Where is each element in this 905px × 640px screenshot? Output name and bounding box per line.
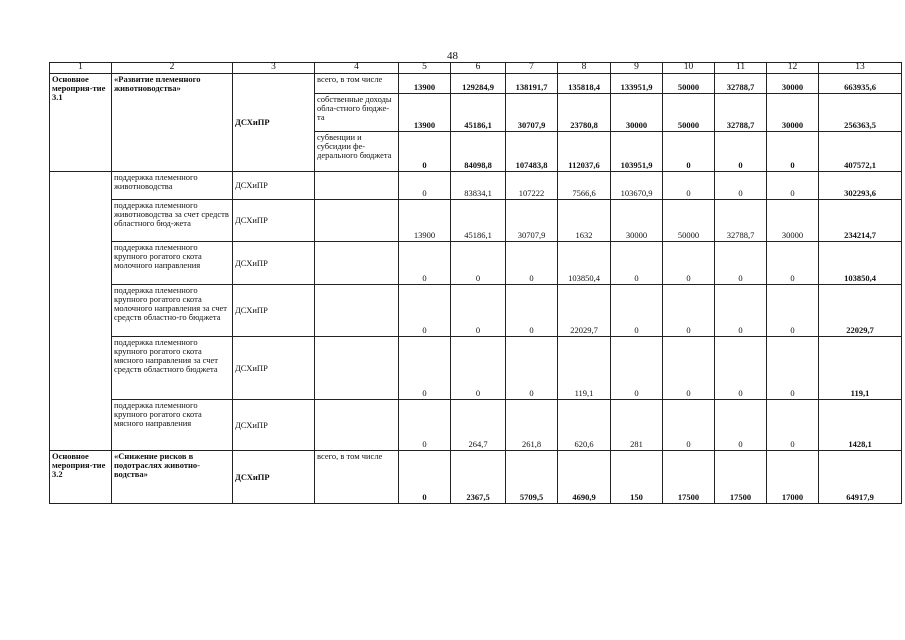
funding-source <box>315 399 399 450</box>
table-row <box>50 284 902 336</box>
value-cell: 0 <box>611 241 663 284</box>
value-cell: 1632 <box>558 199 611 241</box>
value-cell: 22029,7 <box>558 284 611 336</box>
activity-code: Основное мероприя-тие 3.1 <box>50 73 112 171</box>
value-cell: 2367,5 <box>451 450 506 503</box>
value-cell: 0 <box>399 284 451 336</box>
value-cell: 281 <box>611 399 663 450</box>
value-cell: 0 <box>399 241 451 284</box>
value-cell: 0 <box>506 336 558 399</box>
value-cell: 0 <box>715 171 767 199</box>
column-header-7: 7 <box>506 63 558 74</box>
value-cell: 103850,4 <box>558 241 611 284</box>
value-cell: 45186,1 <box>451 93 506 131</box>
column-header-10: 10 <box>663 63 715 74</box>
sub-activity-title: поддержка племенного крупного рогатого скота мясного направления <box>112 399 233 450</box>
value-cell: 30000 <box>767 199 819 241</box>
value-cell: 103951,9 <box>611 131 663 171</box>
value-cell: 261,8 <box>506 399 558 450</box>
sub-activity-title: поддержка племенного крупного рогатого скота молочного направления за счет средств областно-го бюджета <box>112 284 233 336</box>
agency-cell: ДСХиПР <box>233 284 315 336</box>
value-cell: 4690,9 <box>558 450 611 503</box>
budget-table <box>49 62 902 504</box>
agency-cell: ДСХиПР <box>233 241 315 284</box>
sub-activity-title: поддержка племенного крупного рогатого скота мясного направления за счет средств областного бюджета <box>112 336 233 399</box>
value-cell: 0 <box>767 131 819 171</box>
table-row <box>50 336 902 399</box>
agency-cell: ДСХиПР <box>233 199 315 241</box>
table-row <box>50 399 902 450</box>
value-cell: 407572,1 <box>819 131 902 171</box>
agency-cell: ДСХиПР <box>233 336 315 399</box>
value-cell: 5709,5 <box>506 450 558 503</box>
funding-source <box>315 199 399 241</box>
value-cell: 0 <box>663 241 715 284</box>
value-cell: 0 <box>399 171 451 199</box>
value-cell: 17500 <box>715 450 767 503</box>
column-header-6: 6 <box>451 63 506 74</box>
value-cell: 0 <box>399 131 451 171</box>
funding-source <box>315 336 399 399</box>
agency-cell: ДСХиПР <box>233 73 315 171</box>
value-cell: 7566,6 <box>558 171 611 199</box>
column-header-13: 13 <box>819 63 902 74</box>
value-cell: 119,1 <box>819 336 902 399</box>
value-cell: 0 <box>399 450 451 503</box>
table-row <box>50 73 902 93</box>
value-cell: 112037,6 <box>558 131 611 171</box>
value-cell: 13900 <box>399 73 451 93</box>
value-cell: 302293,6 <box>819 171 902 199</box>
column-header-8: 8 <box>558 63 611 74</box>
column-header-11: 11 <box>715 63 767 74</box>
value-cell: 620,6 <box>558 399 611 450</box>
value-cell: 0 <box>715 399 767 450</box>
value-cell: 0 <box>663 131 715 171</box>
column-header-5: 5 <box>399 63 451 74</box>
value-cell: 50000 <box>663 199 715 241</box>
value-cell: 0 <box>767 171 819 199</box>
value-cell: 129284,9 <box>451 73 506 93</box>
value-cell: 83834,1 <box>451 171 506 199</box>
value-cell: 0 <box>506 241 558 284</box>
value-cell: 0 <box>767 336 819 399</box>
value-cell: 17500 <box>663 450 715 503</box>
column-header-4: 4 <box>315 63 399 74</box>
value-cell: 0 <box>715 241 767 284</box>
value-cell: 256363,5 <box>819 93 902 131</box>
value-cell: 30707,9 <box>506 93 558 131</box>
value-cell: 0 <box>663 336 715 399</box>
value-cell: 0 <box>715 336 767 399</box>
value-cell: 50000 <box>663 73 715 93</box>
sub-activity-title: поддержка племенного животноводства за счет средств областного бюд-жета <box>112 199 233 241</box>
sub-activity-title: поддержка племенного животноводства <box>112 171 233 199</box>
funding-source: субвенции и субсидии фе-дерального бюджета <box>315 131 399 171</box>
value-cell: 0 <box>715 131 767 171</box>
value-cell: 64917,9 <box>819 450 902 503</box>
value-cell: 0 <box>767 399 819 450</box>
agency-cell: ДСХиПР <box>233 399 315 450</box>
value-cell: 0 <box>715 284 767 336</box>
table-row <box>50 450 902 503</box>
value-cell: 264,7 <box>451 399 506 450</box>
value-cell: 0 <box>767 241 819 284</box>
value-cell: 45186,1 <box>451 199 506 241</box>
funding-source <box>315 241 399 284</box>
value-cell: 135818,4 <box>558 73 611 93</box>
value-cell: 103850,4 <box>819 241 902 284</box>
value-cell: 30000 <box>767 73 819 93</box>
table-row <box>50 171 902 199</box>
value-cell: 0 <box>451 336 506 399</box>
value-cell: 50000 <box>663 93 715 131</box>
activity-title: «Развитие племенного животноводства» <box>112 73 233 171</box>
value-cell: 0 <box>451 241 506 284</box>
value-cell: 0 <box>663 171 715 199</box>
value-cell: 234214,7 <box>819 199 902 241</box>
column-header-3: 3 <box>233 63 315 74</box>
value-cell: 138191,7 <box>506 73 558 93</box>
value-cell: 23780,8 <box>558 93 611 131</box>
value-cell: 107222 <box>506 171 558 199</box>
column-header-9: 9 <box>611 63 663 74</box>
value-cell: 30000 <box>767 93 819 131</box>
value-cell: 32788,7 <box>715 93 767 131</box>
value-cell: 663935,6 <box>819 73 902 93</box>
column-header-2: 2 <box>112 63 233 74</box>
table-row <box>50 241 902 284</box>
value-cell: 0 <box>611 336 663 399</box>
value-cell: 0 <box>506 284 558 336</box>
value-cell: 107483,8 <box>506 131 558 171</box>
value-cell: 150 <box>611 450 663 503</box>
empty-activity-cell <box>50 171 112 450</box>
agency-cell: ДСХиПР <box>233 450 315 503</box>
value-cell: 1428,1 <box>819 399 902 450</box>
sub-activity-title: поддержка племенного крупного рогатого скота молочного направления <box>112 241 233 284</box>
value-cell: 13900 <box>399 199 451 241</box>
header-row <box>50 63 902 74</box>
funding-source <box>315 284 399 336</box>
funding-source: всего, в том числе <box>315 450 399 503</box>
activity-code: Основное мероприя-тие 3.2 <box>50 450 112 503</box>
funding-source: всего, в том числе <box>315 73 399 93</box>
value-cell: 103670,9 <box>611 171 663 199</box>
value-cell: 22029,7 <box>819 284 902 336</box>
value-cell: 30000 <box>611 93 663 131</box>
column-header-1: 1 <box>50 63 112 74</box>
value-cell: 17000 <box>767 450 819 503</box>
value-cell: 30707,9 <box>506 199 558 241</box>
funding-source <box>315 171 399 199</box>
value-cell: 13900 <box>399 93 451 131</box>
value-cell: 0 <box>399 336 451 399</box>
funding-source: собственные доходы обла-стного бюдже-та <box>315 93 399 131</box>
column-header-12: 12 <box>767 63 819 74</box>
value-cell: 32788,7 <box>715 73 767 93</box>
value-cell: 0 <box>767 284 819 336</box>
value-cell: 0 <box>611 284 663 336</box>
value-cell: 0 <box>663 284 715 336</box>
value-cell: 30000 <box>611 199 663 241</box>
value-cell: 0 <box>663 399 715 450</box>
page-number: 48 <box>447 50 458 62</box>
table-row <box>50 199 902 241</box>
value-cell: 32788,7 <box>715 199 767 241</box>
value-cell: 0 <box>451 284 506 336</box>
value-cell: 0 <box>399 399 451 450</box>
value-cell: 133951,9 <box>611 73 663 93</box>
value-cell: 84098,8 <box>451 131 506 171</box>
value-cell: 119,1 <box>558 336 611 399</box>
agency-cell: ДСХиПР <box>233 171 315 199</box>
activity-title: «Снижение рисков в подотраслях животно-водства» <box>112 450 233 503</box>
